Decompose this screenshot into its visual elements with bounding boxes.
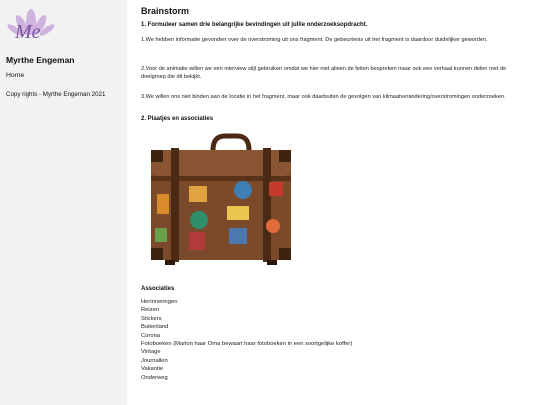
question-2: 2. Plaatjes en associaties — [141, 116, 214, 122]
svg-text:Me: Me — [15, 21, 41, 43]
list-item: Fotoboeken (Marlon haar Oma bewaart haar fotoboeken in een soortgelijke koffer) — [141, 341, 353, 348]
suitcase-image — [141, 128, 306, 280]
list-item: Stickers — [141, 315, 162, 322]
associations-heading: Associaties — [141, 286, 175, 292]
list-item: Vintage — [141, 349, 161, 356]
sidebar — [0, 0, 127, 405]
associations-list — [141, 298, 352, 382]
copyright-text: Copy rights - Myrthe Engeman 2021 — [6, 91, 106, 98]
list-item: Onderweg — [141, 374, 168, 381]
page-title: Brainstorm — [141, 6, 190, 16]
list-item: Herinneringen — [141, 299, 178, 305]
main-content — [127, 0, 540, 405]
finding-2: 2.Voor de animatie willen we een interview stijl gebruiken omdat we hier niet alleen de feiten bespreken maar ook een verhaal kunnen delen met de doelgroep die dit bekijkt. — [141, 66, 507, 81]
list-item: Journallen — [141, 357, 168, 364]
finding-1: 1.We hebben informatie gevonden over de overstroming uit ons fragment. De gebeurtenis uit het fragment is daardoor duidelijker geworden. — [141, 37, 488, 43]
finding-3: 3.We willen ons niet binden aan de locatie in het fragment, maar ook daarbuiten de gevolgen van klimaatverandering/overstromingen onderzoeken. — [141, 94, 506, 100]
list-item: Corona — [141, 332, 161, 339]
question-1: 1. Formuleer samen drie belangrijke bevindingen uit jullie onderzoeksopdracht. — [141, 22, 368, 28]
list-item: Buitenland — [141, 324, 169, 331]
site-logo[interactable] — [6, 8, 56, 44]
site-title[interactable]: Myrthe Engeman — [6, 55, 75, 65]
nav-home-link[interactable]: Home — [6, 72, 25, 79]
list-item: Reizen — [141, 307, 160, 314]
list-item: Vakantie — [141, 366, 164, 373]
